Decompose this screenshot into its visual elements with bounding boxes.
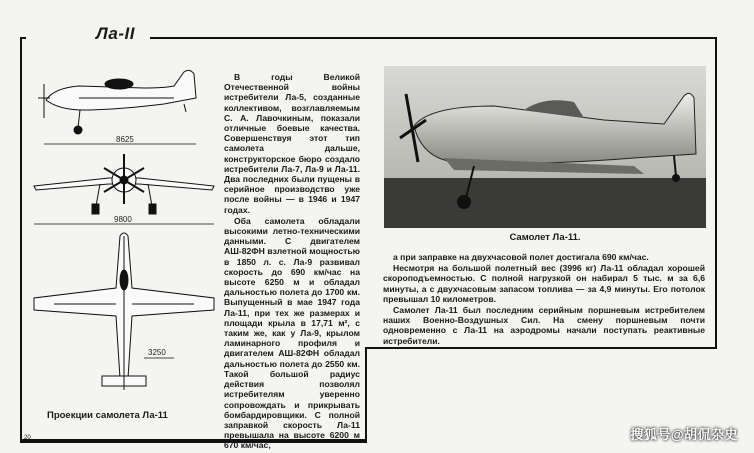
aircraft-photo <box>384 66 706 228</box>
dim-length-label: 8625 <box>116 135 134 144</box>
watermark: 搜狐号@胡侃杂史 <box>630 427 738 442</box>
dim-tail-label: 3250 <box>148 348 166 357</box>
aircraft-projections <box>24 58 224 408</box>
page-title: Ла-II <box>90 24 141 44</box>
paragraph: Несмотря на большой полетный вес (3996 кг) Ла-11 обладал хорошей скороподъемностью. С полной нагрузкой он набирал 5 тыс. м за 6,6 минуты, а с двухчасовым запасом топлива — за 4,9 минуты. Его потолок превышал 10 километров. <box>383 263 705 304</box>
drawing-caption: Проекции самолета Ла-11 <box>47 410 168 421</box>
front-view-drawing <box>34 154 214 214</box>
header-rule <box>150 37 360 39</box>
page-number: 20 <box>24 435 31 441</box>
dim-span-label: 9800 <box>114 215 132 224</box>
side-view-drawing <box>38 70 196 134</box>
frame-line <box>365 347 367 441</box>
top-view-drawing <box>34 233 214 390</box>
header-background <box>26 22 356 46</box>
paragraph: Оба самолета обладали высокими летно-техническими данными. С двигателем АШ-82ФН взлетной мощностью в 1850 л. с. Ла-9 развивал скорость до 690 км/час на высоте 6250 м и обладал дальностью полета до 1700 км. Выпущенный в мае 1947 года Ла-11, при тех же размерах и площади крыла в 17,71 м², с таким же, как у Ла-9, крылом ламинарного профиля и двигателем АШ-82ФН обладал дальностью полета до 2550 км. Такой большой радиус действия позволял истребителям уверенно сопровождать и прикрывать бомбардировщики. С полной заправкой скорость Ла-11 превышала на высоте 6200 м 670 км/час, <box>224 215 360 451</box>
paragraph: Самолет Ла-11 был последним серийным поршневым истребителем наших Военно-Воздушных Сил. На смену поршневым почти одновременно с Ла-11 на аэродромы начали поступать реактивные истребители. <box>383 305 705 346</box>
paragraph: В годы Великой Отечественной войны истребители Ла-5, созданные коллективом, возглавляемым С. А. Лавочкиным, показали отличные боевые качества. Совершенствуя этот тип самолета дальше, конструкторское бюро создало истребители Ла-7, Ла-9 и Ла-11. Два последних были пущены в серийное производство уже после войны — в 1946 и 1947 годах. <box>224 72 360 215</box>
article-column-right <box>383 252 705 347</box>
frame-line <box>365 347 715 349</box>
article-column-left <box>224 72 360 452</box>
photo-caption: Самолет Ла-11. <box>509 232 581 243</box>
frame-line <box>715 37 717 347</box>
paragraph: а при заправке на двухчасовой полет достигала 690 км/час. <box>393 252 649 262</box>
